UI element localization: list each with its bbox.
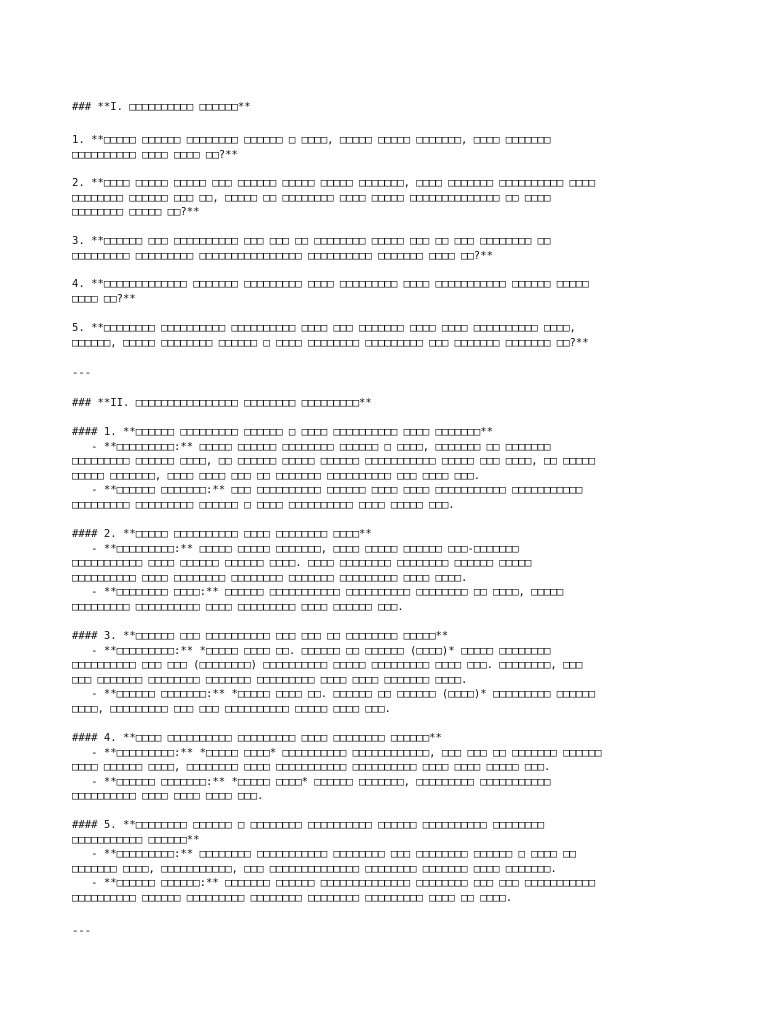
divider: --- [72, 367, 92, 379]
divider: --- [72, 925, 92, 937]
question-3: 3. **□□□□□□ □□□ □□□□□□□□□□ □□□ □□□ □□ □□□□□□□□ □□□□□ □□□ □□ □□□ □□□□□□□□ □□ □□□□□□□□□ □□□□□□□□□ □□□□□□□□□□□□□□□□ □□□□□□□□□□ □□□□□□□ □□□□ □□?** [72, 235, 551, 262]
question-4: 4. **□□□□□□□□□□□□□ □□□□□□□ □□□□□□□□□ □□□□ □□□□□□□□□ □□□□ □□□□□□□□□□□ □□□□□□ □□□□□ □□□□ □□?** [72, 278, 589, 305]
question-5: 5. **□□□□□□□□ □□□□□□□□□□ □□□□□□□□□□ □□□□ □□□ □□□□□□□ □□□□ □□□□ □□□□□□□□□□ □□□□, □□□□□□, □□□□□ □□□□□□□□ □□□□□□ □ □□□□ □□□□□□□□ □□□□□□□□□ □□□ □□□□□□□ □□□□□□□ □□?** [72, 322, 589, 349]
answer-item-2: #### 2. **□□□□□ □□□□□□□□□□ □□□□ □□□□□□□□ □□□□** - **□□□□□□□□□:** □□□□□ □□□□□ □□□□□□□, □□□□ □□□□□ □□□□□□ □□□-□□□□□□□ □□□□□□□□□□□ □□□□ □□□□□□ □□□□□□ □□□□. □□□□ □□□□□□□□ □□□□□□□□ □□□□□□ □□□□□ □□□□□□□□□□ □□□□ □□□□□□□□ □□□□□□□□ □□□□□□□ □□□□□□□□□ □□□□ □□□□. - **□□□□□□□□ □□□□:** □□□□□□ □□□□□□□□□□□ □□□□□□□□□□ □□□□□□□□ □□ □□□□, □□□□□ □□□□□□□□□ □□□□□□□□□□ □□□□ □□□□□□□□□ □□□□ □□□□□□ □□□. [72, 528, 564, 613]
answer-item-4: #### 4. **□□□□ □□□□□□□□□□ □□□□□□□□□ □□□□ □□□□□□□□ □□□□□□** - **□□□□□□□□□:** *□□□□□ □□□□* □□□□□□□□□□ □□□□□□□□□□□□, □□□ □□□ □□ □□□□□□□ □□□□□□ □□□□ □□□□□□ □□□□, □□□□□□□□ □□□□ □□□□□□□□□□□ □□□□□□□□□□ □□□□ □□□□ □□□□□ □□□. - **□□□□□□ □□□□□□□:** *□□□□□ □□□□* □□□□□□ □□□□□□□, □□□□□□□□□ □□□□□□□□□□□ □□□□□□□□□□ □□□□ □□□□ □□□□ □□□. [72, 732, 602, 802]
answer-item-5: #### 5. **□□□□□□□□ □□□□□□ □ □□□□□□□□ □□□□□□□□□□ □□□□□□ □□□□□□□□□□ □□□□□□□□ □□□□□□□□□□□ □□□□□□** - **□□□□□□□□□:** □□□□□□□□ □□□□□□□□□□□ □□□□□□□□ □□□ □□□□□□□□ □□□□□□ □ □□□□ □□ □□□□□□□ □□□□, □□□□□□□□□□□, □□□ □□□□□□□□□□□□□□ □□□□□□□□ □□□□□□□ □□□□ □□□□□□□. - **□□□□□□ □□□□□□:** □□□□□□□ □□□□□□ □□□□□□□□□□□□□□ □□□□□□□□ □□□ □□□ □□□□□□□□□□□ □□□□□□□□□□ □□□□□□ □□□□□□□□□ □□□□□□□□ □□□□□□□□ □□□□□□□□□ □□□□ □□ □□□□. [72, 819, 596, 904]
section-1-heading: ### **I. □□□□□□□□□□ □□□□□□** [72, 101, 251, 113]
answer-item-3: #### 3. **□□□□□□ □□□ □□□□□□□□□□ □□□ □□□ □□ □□□□□□□□ □□□□□** - **□□□□□□□□□:** *□□□□□ □□□□ □□. □□□□□□ □□ □□□□□□ (□□□□)* □□□□□ □□□□□□□□ □□□□□□□□□□ □□□ □□□ (□□□□□□□□) □□□□□□□□□□ □□□□□ □□□□□□□□□ □□□□ □□□. □□□□□□□□, □□□ □□□ □□□□□□□ □□□□□□□□ □□□□□□□ □□□□□□□□□ □□□□ □□□□ □□□□□□□ □□□□. - **□□□□□□ □□□□□□□:** *□□□□□ □□□□ □□. □□□□□□ □□ □□□□□□ (□□□□)* □□□□□□□□□ □□□□□□ □□□□, □□□□□□□□□ □□□ □□□ □□□□□□□□□□ □□□□□ □□□□ □□□. [72, 630, 596, 715]
answer-item-1: #### 1. **□□□□□□ □□□□□□□□□ □□□□□□ □ □□□□ □□□□□□□□□□ □□□□ □□□□□□□** - **□□□□□□□□□:** □□□□□ □□□□□□ □□□□□□□□ □□□□□□ □ □□□□, □□□□□□□ □□ □□□□□□□ □□□□□□□□□ □□□□□□ □□□□, □□ □□□□□□ □□□□□ □□□□□□ □□□□□□□□□□□ □□□□□ □□□ □□□□, □□ □□□□□ □□□□□ □□□□□□□, □□□□ □□□□ □□□ □□ □□□□□□□ □□□□□□□□□□ □□□ □□□□ □□□. - **□□□□□□ □□□□□□□:** □□□ □□□□□□□□□□ □□□□□□ □□□□ □□□□ □□□□□□□□□□□ □□□□□□□□□□□ □□□□□□□□□ □□□□□□□□□ □□□□□□ □ □□□□ □□□□□□□□□□ □□□□ □□□□□ □□□. [72, 426, 595, 511]
question-1: 1. **□□□□□ □□□□□□ □□□□□□□□ □□□□□□ □ □□□□, □□□□□ □□□□□ □□□□□□□, □□□□ □□□□□□□ □□□□□□□□□□ □□□□ □□□□ □□?** [72, 134, 551, 161]
question-2: 2. **□□□□ □□□□□ □□□□□ □□□ □□□□□□ □□□□□ □□□□□ □□□□□□□, □□□□ □□□□□□□ □□□□□□□□□□ □□□□ □□□□□□□□ □□□□□□ □□□ □□, □□□□□ □□ □□□□□□□□ □□□□ □□□□□ □□□□□□□□□□□□□□ □□ □□□□ □□□□□□□□ □□□□□ □□?** [72, 177, 595, 218]
section-2-heading: ### **II. □□□□□□□□□□□□□□□□ □□□□□□□□ □□□□□□□□□** [72, 397, 372, 409]
